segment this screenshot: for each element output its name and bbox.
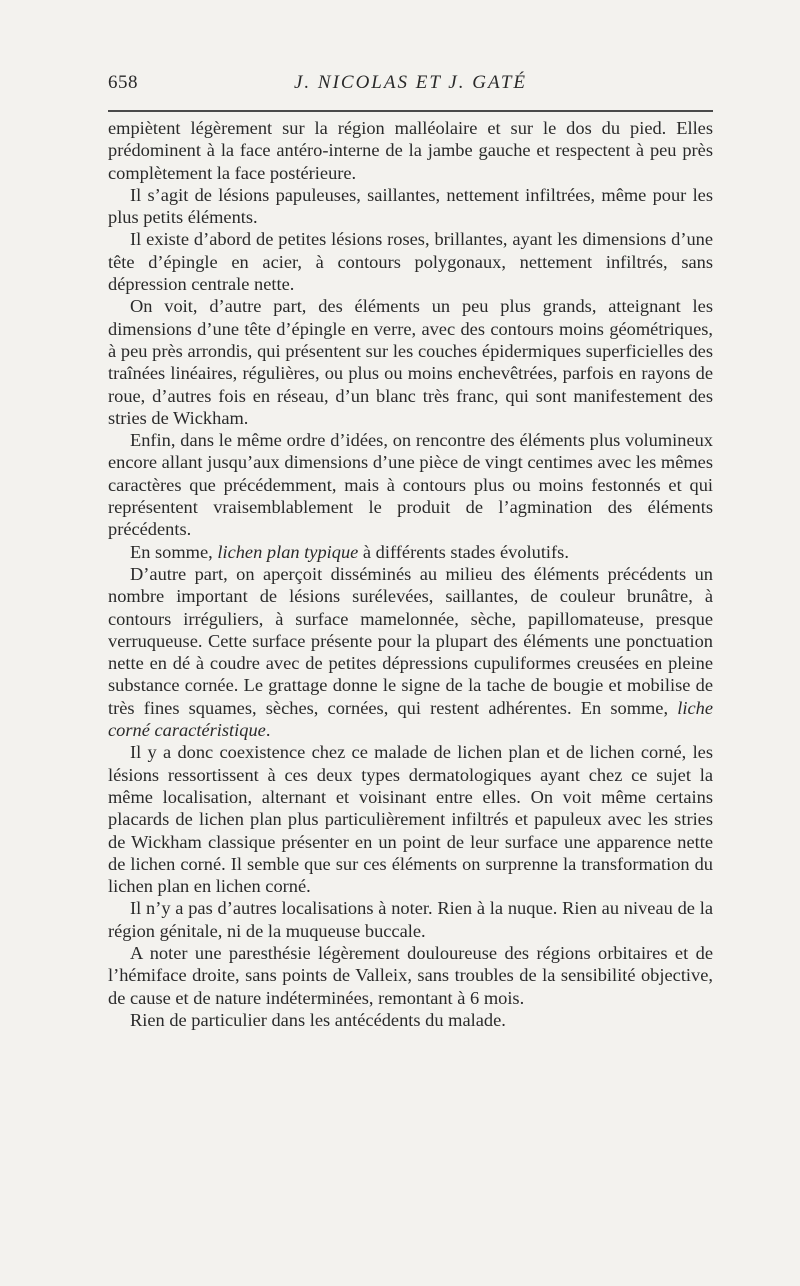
paragraph: Il existe d’abord de petites lésions roses, brillantes, ayant les dimensions d’une tête d’épingle en acier, à contours polygonaux, nettement infiltrés, sans dépression centrale nette. <box>108 229 713 295</box>
paragraph: Il n’y a pas d’autres localisations à noter. Rien à la nuque. Rien au niveau de la région génitale, ni de la muqueuse buccale. <box>108 898 713 941</box>
paragraph-lichen-corne <box>108 563 713 741</box>
body-text <box>108 117 713 1031</box>
running-head <box>108 72 713 100</box>
header-rule <box>108 110 713 112</box>
paragraph-summary-lichen-plan <box>108 541 713 563</box>
paragraph-continued: empiètent légèrement sur la région malléolaire et sur le dos du pied. Elles prédominent à la face antéro-interne de la jambe gauche et respectent à peu près complètement la face postérieure. <box>108 118 713 183</box>
paragraph: A noter une paresthésie légèrement douloureuse des régions orbitaires et de l’hémiface droite, sans points de Valleix, sans troubles de la sensibilité objective, de cause et de nature indéterminées, remontant à 6 mois. <box>108 942 713 1008</box>
page-number: 658 <box>108 72 138 93</box>
paragraph: Il s’agit de lésions papuleuses, saillantes, nettement infiltrées, même pour les plus petits éléments. <box>108 184 713 228</box>
paragraph: Rien de particulier dans les antécédents du malade. <box>130 1009 506 1030</box>
text-run: . <box>265 720 271 741</box>
paragraph: Il y a donc coexistence chez ce malade de lichen plan et de lichen corné, les lésions ressortissent à ces deux types dermatologiques ayant chez ce sujet la même localisation, alternant et voisinant entre elles. On voit même certains placards de lichen plan plus particulièrement infiltrés et papuleux avec les stries de Wickham classique présenter en un point de leur surface une apparence nette de lichen corné. Il semble que sur ces éléments on surprenne la transformation du lichen plan en lichen corné. <box>108 742 713 897</box>
text-run: D’autre part, on aperçoit disséminés au milieu des éléments précédents un nombre important de lésions surélevées, saillantes, de couleur brunâtre, à contours irréguliers, à surface mamelonnée, sèche, papillomateuse, presque verruqueuse. Cette surface présente pour la plupart des éléments une ponctuation nette en dé à coudre avec de petites dépressions cupuliformes creusées en pleine substance cornée. Le grattage donne le signe de la tache de bougie et mobilise de très fines squames, sèches, cornées, qui restent adhérentes. En somme, <box>108 563 713 718</box>
text-run: En somme, <box>130 541 218 562</box>
paragraph: On voit, d’autre part, des éléments un peu plus grands, atteignant les dimensions d’une tête d’épingle en verre, avec des contours moins géométriques, à peu près arrondis, qui présentent sur les couches épidermiques superficielles des traînées linéaires, régulières, ou plus ou moins enchevêtrées, parfois en rayons de roue, d’autres fois en réseau, d’un blanc très franc, qui sont manifestement des stries de Wickham. <box>108 296 713 428</box>
emphasis-lichen-plan: lichen plan typique <box>217 541 359 562</box>
emphasis-lichen-corne: liche corné caractéristique <box>108 697 713 741</box>
running-title: J. NICOLAS ET J. GATÉ <box>293 72 528 93</box>
text-run: à différents stades évolutifs. <box>358 541 569 562</box>
paragraph: Enfin, dans le même ordre d’idées, on rencontre des éléments plus volumineux encore allant jusqu’aux dimensions d’une pièce de vingt centimes avec les mêmes caractères que précédemment, mais à contours plus ou moins festonnés et qui représentent vraisemblablement le produit de l’agmination des éléments précédents. <box>108 430 713 540</box>
